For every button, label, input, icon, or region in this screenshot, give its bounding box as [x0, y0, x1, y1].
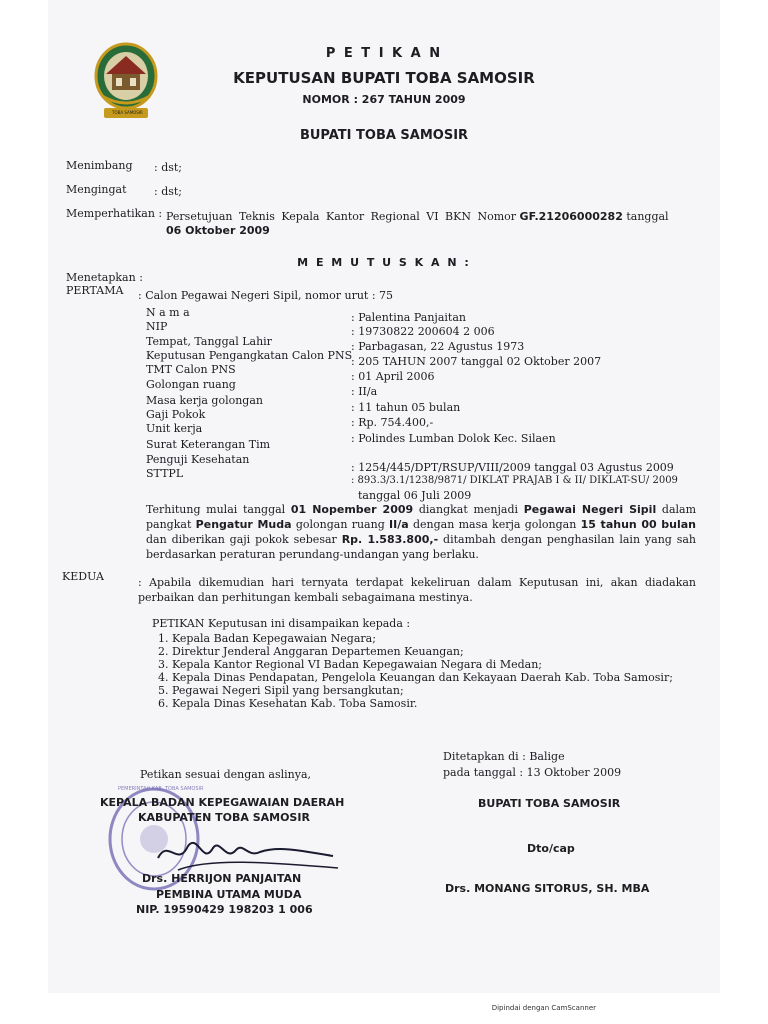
handwritten-signature — [148, 828, 348, 878]
detail-label: Golongan ruang — [146, 378, 236, 391]
detail-label: Gaji Pokok — [146, 408, 206, 421]
detail-value: : 893.3/3.1/1238/9871/ DIKLAT PRAJAB I & II/ DIKLAT-SU/ 2009 — [351, 475, 678, 486]
terhitung-text: golongan ruang — [295, 518, 385, 531]
terhitung-text: dengan masa kerja golongan — [412, 518, 577, 531]
distribution-item: 5. Pegawai Negeri Sipil yang bersangkutan; — [172, 684, 712, 697]
detail-label: N a m a — [146, 306, 190, 319]
dto-cap: Dto/cap — [527, 842, 575, 855]
decree-number: NOMOR : 267 TAHUN 2009 — [302, 93, 466, 106]
mengingat-label: Mengingat — [66, 183, 127, 196]
bkd-title-2: KABUPATEN TOBA SAMOSIR — [138, 811, 310, 824]
appointment-paragraph — [146, 502, 696, 562]
document-page — [48, 0, 720, 993]
terhitung-text: dan diberikan gaji pokok sebesar — [146, 533, 337, 546]
detail-value: : 19730822 200604 2 006 — [351, 325, 495, 338]
detail-value: : Rp. 754.400,- — [351, 416, 434, 429]
regent-sign-title: BUPATI TOBA SAMOSIR — [478, 797, 621, 810]
details-table — [48, 306, 720, 506]
bkd-title-1: KEPALA BADAN KEPEGAWAIAN DAERAH — [100, 796, 345, 809]
memperhatikan-number: GF.21206000282 — [519, 210, 623, 223]
bkd-head-name: Drs. HERRIJON PANJAITAN — [142, 872, 302, 885]
pangkat-term: Pengatur Muda — [195, 518, 292, 531]
tmt-date: 01 Nopember 2009 — [290, 503, 414, 516]
bkd-head-rank: PEMBINA UTAMA MUDA — [156, 888, 302, 901]
golongan-term: II/a — [389, 518, 409, 531]
terhitung-text: dalam pangkat — [146, 503, 697, 531]
camscanner-footer: Dipindai dengan CamScanner — [491, 1004, 596, 1012]
detail-value: : II/a — [351, 385, 378, 398]
signature-scribble-icon — [148, 828, 348, 878]
bkd-head-nip: NIP. 19590429 198203 1 006 — [136, 903, 313, 916]
logo-caption: TOBA SAMOSIR — [112, 110, 143, 115]
pertama-label: PERTAMA — [66, 284, 124, 297]
detail-label: Tempat, Tanggal Lahir — [146, 335, 272, 348]
menimbang-label: Menimbang — [66, 159, 133, 172]
detail-label: TMT Calon PNS — [146, 363, 236, 376]
masa-kerja-term: 15 tahun 00 bulan — [580, 518, 697, 531]
memperhatikan-body: Persetujuan Teknis Kepala Kantor Regional VI BKN Nomor — [166, 210, 517, 223]
kedua-text: : Apabila dikemudian hari ternyata terdapat kekeliruan dalam Keputusan ini, akan diadakan perbaikan dan perhitungan kembali sebagaimana mestinya. — [138, 576, 696, 604]
regent-name: Drs. MONANG SITORUS, SH. MBA — [445, 882, 650, 895]
detail-value: : Palentina Panjaitan — [351, 311, 466, 324]
menetapkan-label: Menetapkan : — [66, 271, 143, 284]
detail-value: tanggal 06 Juli 2009 — [358, 489, 472, 502]
petikan-sesuai: Petikan sesuai dengan aslinya, — [140, 768, 312, 781]
gaji-term: Rp. 1.583.800,- — [341, 533, 439, 546]
detail-label: Penguji Kesehatan — [146, 453, 250, 466]
detail-label: Unit kerja — [146, 422, 203, 435]
pada-tanggal: pada tanggal : 13 Oktober 2009 — [443, 766, 622, 779]
detail-label: STTPL — [146, 467, 184, 480]
stamp-text: PEMERINTAH KAB. TOBA SAMOSIR — [118, 786, 204, 792]
detail-value: : Polindes Lumban Dolok Kec. Silaen — [351, 432, 556, 445]
petikan-heading: P E T I K A N — [325, 46, 443, 61]
mengingat-value: : dst; — [154, 185, 183, 198]
distribution-item: 4. Kepala Dinas Pendapatan, Pengelola Keuangan dan Kekayaan Daerah Kab. Toba Samosir; — [172, 671, 712, 684]
distribution-item: 3. Kepala Kantor Regional VI Badan Kepegawaian Negara di Medan; — [172, 658, 712, 671]
detail-label: Keputusan Pengangkatan Calon PNS — [146, 349, 353, 362]
memperhatikan-label: Memperhatikan : — [66, 207, 163, 220]
distribution-list — [152, 632, 712, 710]
decree-title: KEPUTUSAN BUPATI TOBA SAMOSIR — [233, 69, 535, 87]
detail-label: NIP — [146, 320, 168, 333]
detail-value: : 205 TAHUN 2007 tanggal 02 Oktober 2007 — [351, 355, 602, 368]
distribution-item: 2. Direktur Jenderal Anggaran Departemen Keuangan; — [172, 645, 712, 658]
regent-heading: BUPATI TOBA SAMOSIR — [299, 128, 469, 143]
detail-label: Masa kerja golongan — [146, 394, 263, 407]
memperhatikan-tanggal: tanggal — [626, 210, 669, 223]
menimbang-value: : dst; — [154, 161, 183, 174]
detail-value: : 1254/445/DPT/RSUP/VIII/2009 tanggal 03 Agustus 2009 — [351, 461, 674, 474]
detail-value: : Parbagasan, 22 Agustus 1973 — [351, 340, 525, 353]
detail-value: : 01 April 2006 — [351, 370, 435, 383]
memperhatikan-text — [166, 210, 669, 223]
memperhatikan-date: 06 Oktober 2009 — [166, 224, 270, 237]
detail-value: : 11 tahun 05 bulan — [351, 401, 461, 414]
ditetapkan-di: Ditetapkan di : Balige — [443, 750, 565, 763]
distribution-item: 1. Kepala Badan Kepegawaian Negara; — [172, 632, 712, 645]
pertama-text: : Calon Pegawai Negeri Sipil, nomor urut : 75 — [138, 289, 394, 302]
terhitung-text: ditambah dengan penghasilan lain yang sah berdasarkan peraturan perundang-undangan yang berlaku. — [146, 533, 697, 561]
distribution-item: 6. Kepala Dinas Kesehatan Kab. Toba Samosir. — [172, 697, 712, 710]
kedua-label: KEDUA — [62, 570, 104, 583]
distribution-intro: PETIKAN Keputusan ini disampaikan kepada : — [152, 617, 411, 630]
memutuskan-heading: M E M U T U S K A N : — [297, 256, 471, 269]
detail-label: Surat Keterangan Tim — [146, 438, 271, 451]
terhitung-text: diangkat menjadi — [418, 503, 519, 516]
terhitung-text: Terhitung mulai tanggal — [146, 503, 286, 516]
pns-term: Pegawai Negeri Sipil — [523, 503, 657, 516]
